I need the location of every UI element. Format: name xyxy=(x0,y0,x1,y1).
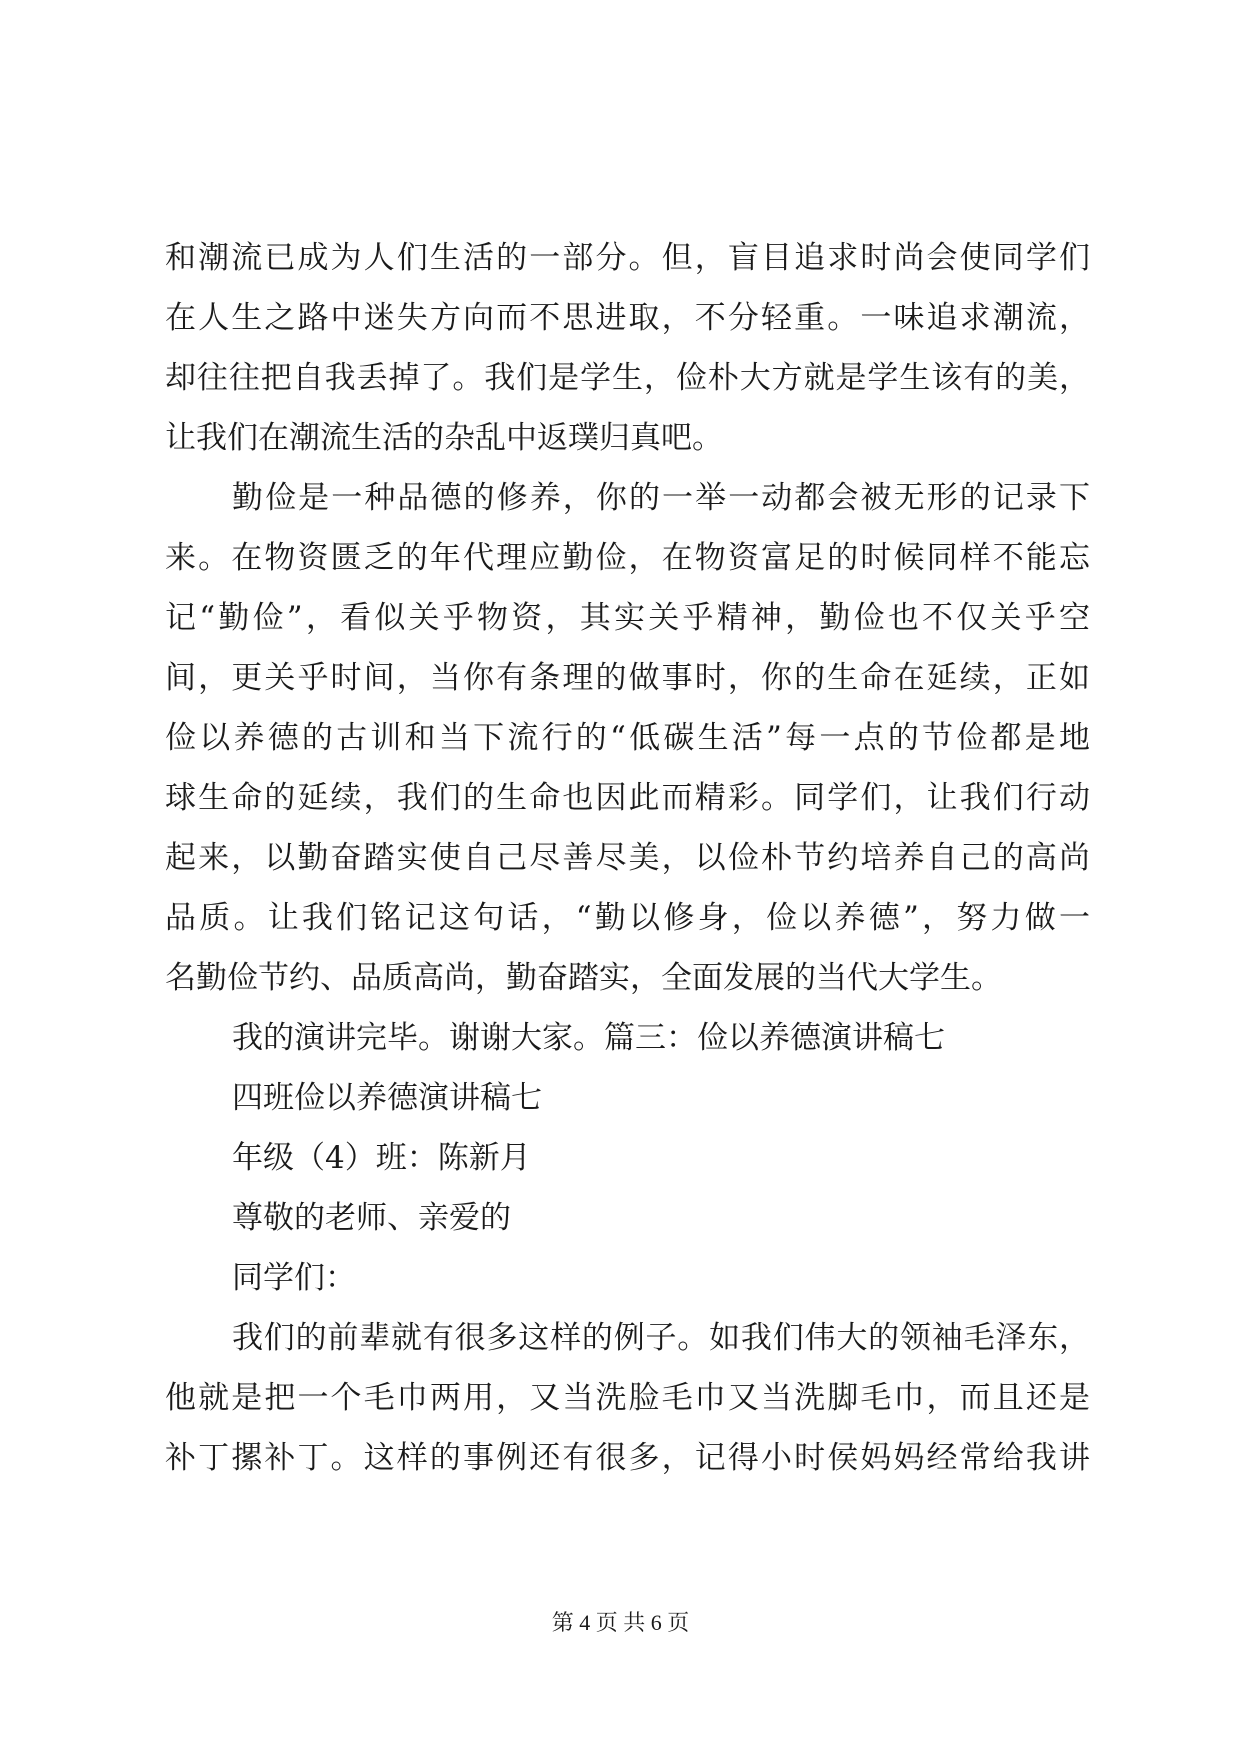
text-line-14: 我的演讲完毕。谢谢大家。篇三：俭以养德演讲稿七 xyxy=(232,1020,945,1056)
text-line-16: 年级（4）班：陈新月 xyxy=(232,1140,531,1176)
text-line-20: 他就是把一个毛巾两用，又当洗脸毛巾又当洗脚毛巾，而且还是 xyxy=(165,1380,1090,1416)
text-line-4: 让我们在潮流生活的杂乱中返璞归真吧。 xyxy=(165,420,723,456)
text-line-5: 勤俭是一种品德的修养，你的一举一动都会被无形的记录下 xyxy=(232,480,1090,516)
page-number-footer: 第 4 页 共 6 页 xyxy=(551,1610,690,1635)
text-line-11: 起来，以勤奋踏实使自己尽善尽美，以俭朴节约培养自己的高尚 xyxy=(165,840,1090,876)
text-line-17: 尊敬的老师、亲爱的 xyxy=(232,1200,511,1236)
text-line-10: 球生命的延续，我们的生命也因此而精彩。同学们，让我们行动 xyxy=(165,780,1090,816)
text-line-3: 却往往把自我丢掉了。我们是学生，俭朴大方就是学生该有的美， xyxy=(165,360,1090,396)
text-line-8: 间，更关乎时间，当你有条理的做事时，你的生命在延续，正如 xyxy=(165,660,1090,696)
document-body xyxy=(165,228,1090,1488)
text-line-1: 和潮流已成为人们生活的一部分。但，盲目追求时尚会使同学们 xyxy=(165,240,1090,276)
text-line-13: 名勤俭节约、品质高尚，勤奋踏实，全面发展的当代大学生。 xyxy=(165,960,1002,996)
text-line-21: 补丁摞补丁。这样的事例还有很多，记得小时侯妈妈经常给我讲 xyxy=(165,1440,1090,1476)
text-line-9: 俭以养德的古训和当下流行的“低碳生活”每一点的节俭都是地 xyxy=(165,720,1090,756)
text-line-2: 在人生之路中迷失方向而不思进取，不分轻重。一味追求潮流， xyxy=(165,300,1090,336)
text-line-18: 同学们： xyxy=(232,1260,356,1296)
text-line-19: 我们的前辈就有很多这样的例子。如我们伟大的领袖毛泽东， xyxy=(232,1320,1090,1356)
text-line-15: 四班俭以养德演讲稿七 xyxy=(232,1080,542,1116)
text-line-12: 品质。让我们铭记这句话，“勤以修身，俭以养德”，努力做一 xyxy=(165,900,1090,936)
text-line-7: 记“勤俭”，看似关乎物资，其实关乎精神，勤俭也不仅关乎空 xyxy=(165,600,1090,636)
text-line-6: 来。在物资匮乏的年代理应勤俭，在物资富足的时候同样不能忘 xyxy=(165,540,1090,576)
